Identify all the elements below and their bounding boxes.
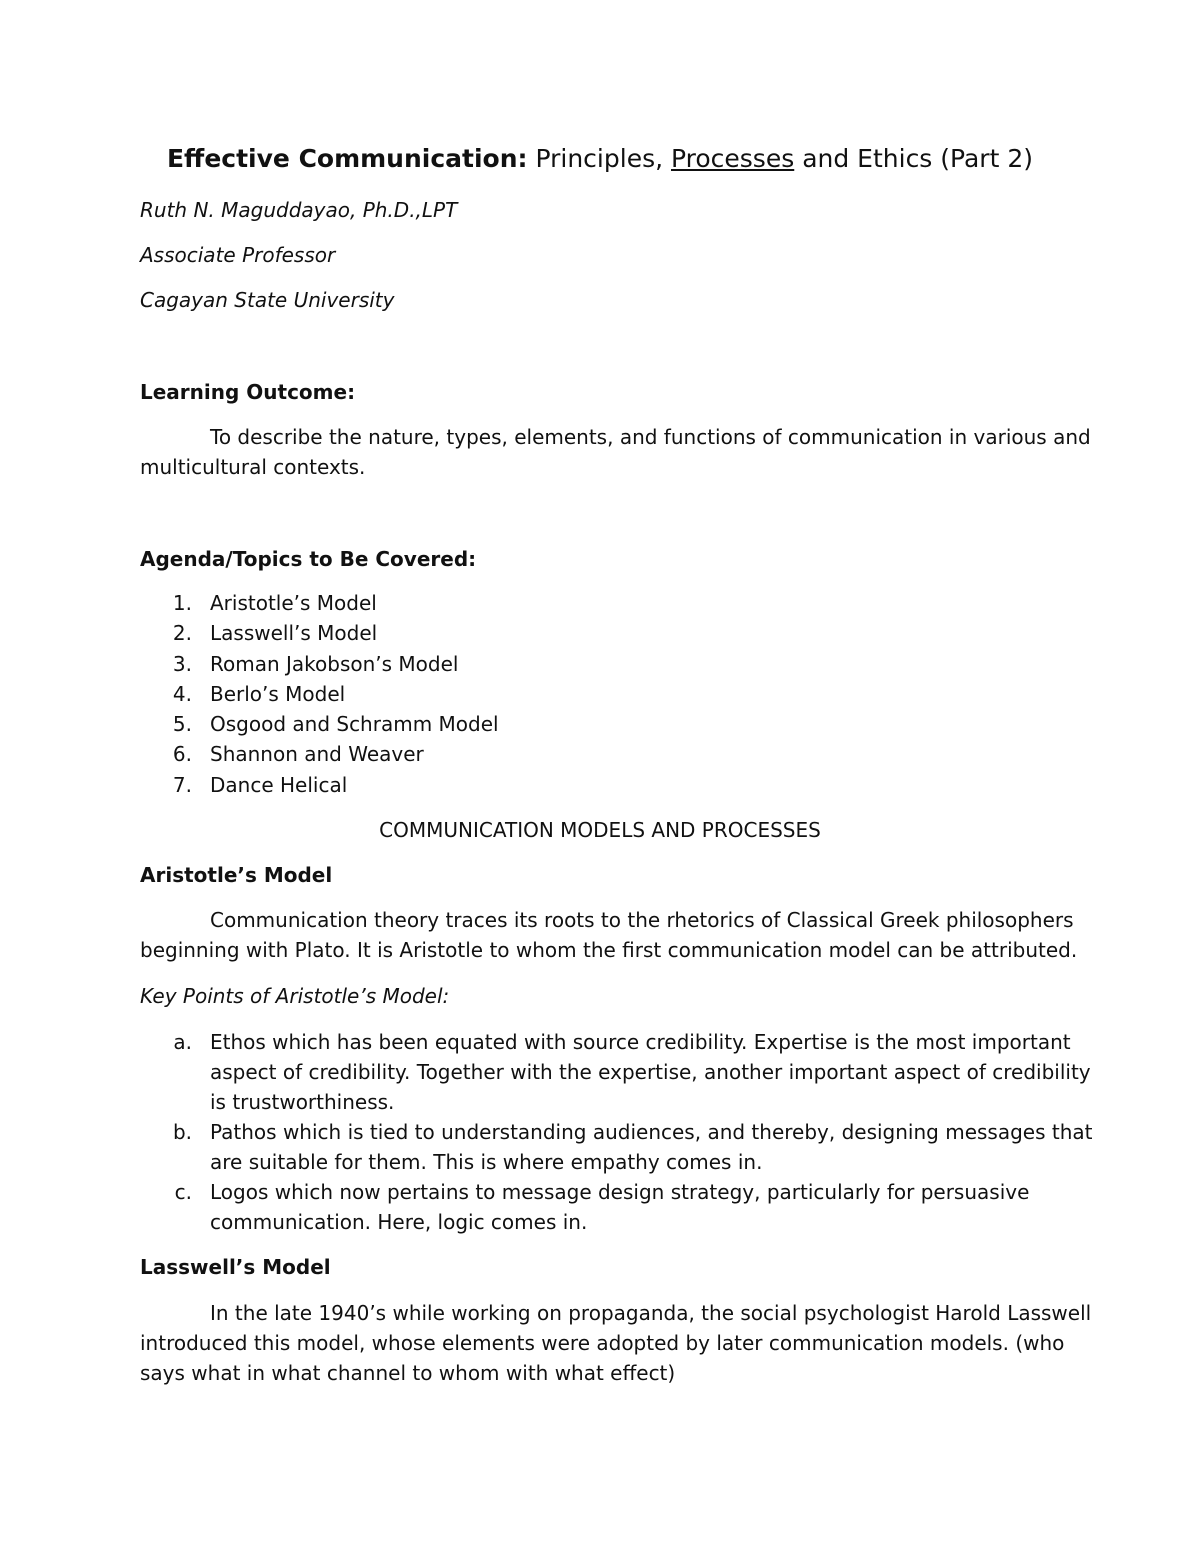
list-number: 4. [172, 682, 192, 706]
list-text: Shannon and Weaver [210, 742, 424, 766]
list-text: aspect of credibility. Together with the expertise, another important aspect of credibility [210, 1060, 1091, 1084]
list-text: Roman Jakobson’s Model [210, 652, 459, 676]
list-number: 7. [172, 773, 192, 797]
section-heading: COMMUNICATION MODELS AND PROCESSES [379, 818, 821, 842]
lasswell-heading: Lasswell’s Model [140, 1255, 331, 1279]
author-institution: Cagayan State University [140, 288, 395, 312]
aristotle-line2: beginning with Plato. It is Aristotle to whom the first communication model can be attributed. [140, 938, 1078, 962]
list-text: are suitable for them. This is where empathy comes in. [210, 1150, 763, 1174]
key-points-label: Key Points of Aristotle’s Model: [140, 984, 450, 1008]
aristotle-heading: Aristotle’s Model [140, 863, 333, 887]
learning-outcome-line2: multicultural contexts. [140, 455, 366, 479]
lasswell-line1: In the late 1940’s while working on propaganda, the social psychologist Harold Lasswell [210, 1301, 1092, 1325]
list-number: 1. [172, 591, 192, 615]
title-bold: Effective Communication: [166, 144, 528, 173]
list-text: Pathos which is tied to understanding audiences, and thereby, designing messages that [210, 1120, 1093, 1144]
list-letter: b. [172, 1120, 192, 1144]
list-number: 5. [172, 712, 192, 736]
lasswell-line3: says what in what channel to whom with what effect) [140, 1361, 676, 1385]
title-part2: and Ethics (Part 2) [794, 144, 1033, 173]
list-text: Logos which now pertains to message design strategy, particularly for persuasive [210, 1180, 1030, 1204]
agenda-heading: Agenda/Topics to Be Covered: [140, 547, 477, 571]
list-text: Ethos which has been equated with source credibility. Expertise is the most important [210, 1030, 1071, 1054]
author-name: Ruth N. Maguddayao, Ph.D.,LPT [140, 198, 458, 222]
list-text: Osgood and Schramm Model [210, 712, 499, 736]
list-text: Dance Helical [210, 773, 348, 797]
list-text: Berlo’s Model [210, 682, 346, 706]
list-number: 2. [172, 621, 192, 645]
learning-outcome-line1: To describe the nature, types, elements, and functions of communication in various and [210, 425, 1091, 449]
list-number: 6. [172, 742, 192, 766]
document-title [0, 144, 1200, 173]
list-letter: c. [174, 1180, 192, 1204]
author-position: Associate Professor [140, 243, 336, 267]
list-number: 3. [172, 652, 192, 676]
list-text: Aristotle’s Model [210, 591, 377, 615]
learning-outcome-heading: Learning Outcome: [140, 380, 356, 404]
list-text: is trustworthiness. [210, 1090, 395, 1114]
list-text: communication. Here, logic comes in. [210, 1210, 588, 1234]
list-letter: a. [173, 1030, 192, 1054]
title-part1: Principles, [527, 144, 671, 173]
lasswell-line2: introduced this model, whose elements were adopted by later communication models. (who [140, 1331, 1065, 1355]
aristotle-line1: Communication theory traces its roots to the rhetorics of Classical Greek philosophers [210, 908, 1074, 932]
title-underlined: Processes [671, 144, 795, 173]
list-text: Lasswell’s Model [210, 621, 378, 645]
